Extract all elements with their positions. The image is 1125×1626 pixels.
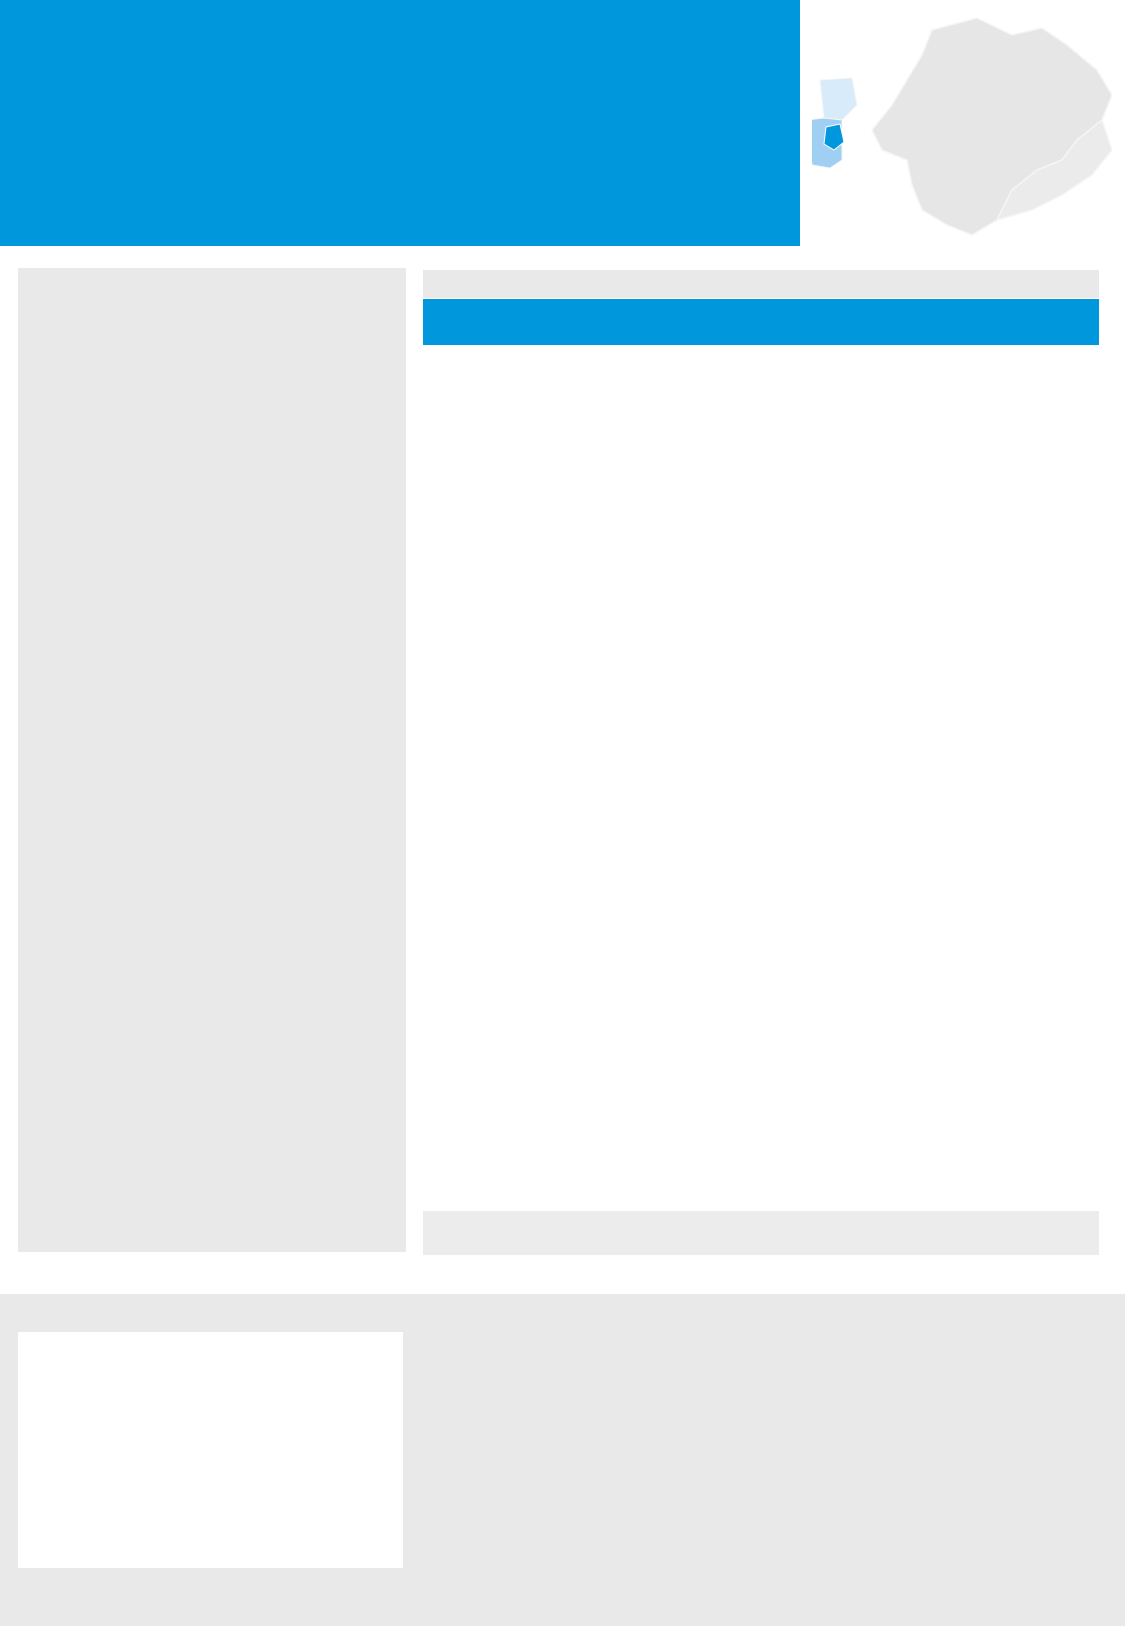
- header-band: [0, 0, 800, 246]
- income-text-box: [18, 1332, 403, 1568]
- table-title-bar: [423, 270, 1099, 298]
- intro-panel: [18, 268, 406, 1252]
- income-chart: [430, 1340, 1070, 1535]
- table-footnotes: [423, 1211, 1099, 1255]
- region-map-icon: [812, 10, 1112, 240]
- intro-text: [31, 326, 397, 349]
- table-header: [423, 299, 1099, 345]
